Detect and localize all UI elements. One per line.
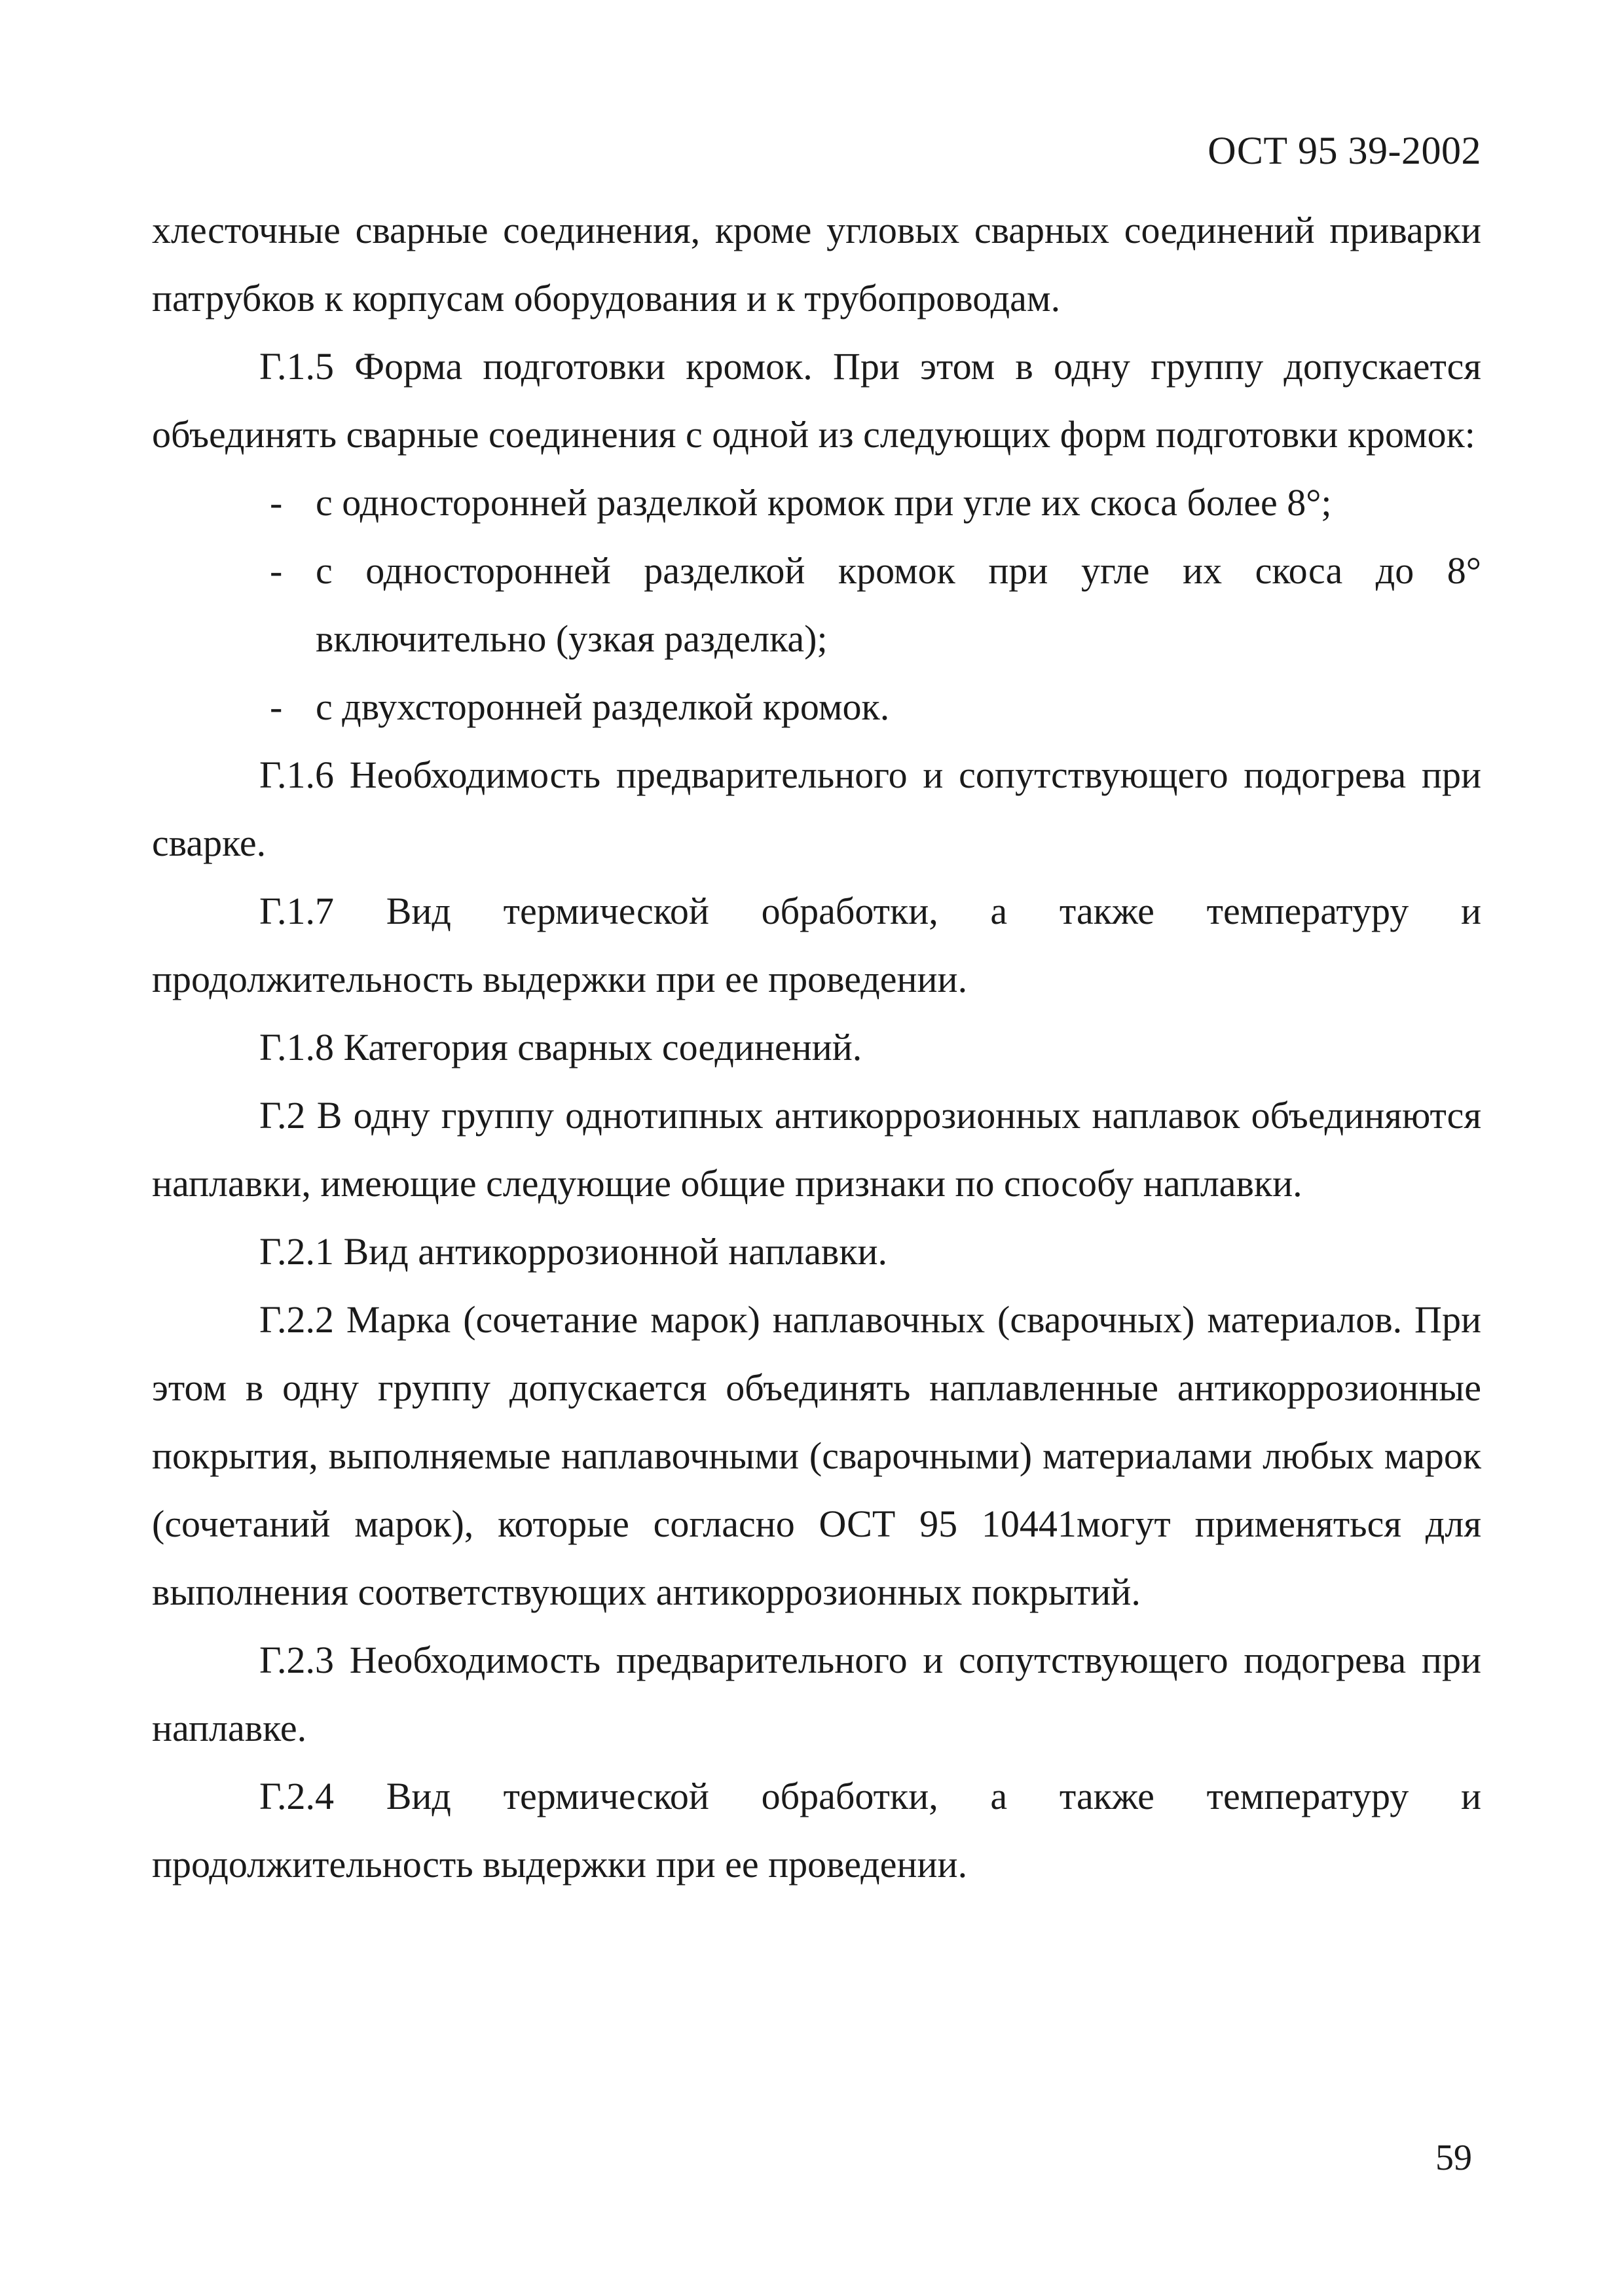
document-code: ОСТ 95 39-2002	[1208, 129, 1481, 172]
paragraph-g-2-3: Г.2.3 Необходимость предварительного и сопутствующего подогрева при наплавке.	[152, 1639, 1481, 1749]
list-dash: -	[270, 685, 283, 728]
list-item-text: с двухсторонней разделкой кромок.	[316, 685, 890, 728]
paragraph-g-1-8: Г.1.8 Категория сварных соединений.	[259, 1026, 862, 1068]
list-dash: -	[270, 481, 283, 524]
list-item-text: с односторонней разделкой кромок при угле их скоса более 8°;	[316, 481, 1332, 524]
list-item-one-sided-up-to-8	[152, 537, 1481, 673]
paragraph-continuation: хлесточные сварные соединения, кроме угловых сварных соединений приварки патрубков к корпусам оборудования и к трубопроводам.	[152, 209, 1481, 319]
paragraph-g-1-5: Г.1.5 Форма подготовки кромок. При этом в одну группу допускается объединять сварные соединения с одной из следующих форм подготовки кромок:	[152, 345, 1481, 456]
list-item-one-sided-over-8	[152, 469, 1481, 537]
paragraph-g-1-7: Г.1.7 Вид термической обработки, а также температуру и продолжительность выдержки при ее проведении.	[152, 890, 1481, 1000]
paragraph-g-1-6: Г.1.6 Необходимость предварительного и сопутствующего подогрева при сварке.	[152, 754, 1481, 864]
page-number: 59	[1435, 2138, 1472, 2178]
paragraph-g-2: Г.2 В одну группу однотипных антикоррозионных наплавок объединяются наплавки, имеющие следующие общие признаки по способу наплавки.	[152, 1094, 1481, 1205]
list-dash: -	[270, 549, 283, 592]
body-text	[152, 196, 1481, 1899]
paragraph-g-2-2: Г.2.2 Марка (сочетание марок) наплавочных (сварочных) материалов. При этом в одну группу допускается объединять наплавленные антикоррозионные покрытия, выполняемые наплавочными (сварочными) материалами любых марок (сочетаний марок), которые согласно ОСТ 95 10441могут применяться для выполнения соответствующих антикоррозионных покрытий.	[152, 1298, 1481, 1613]
list-item-two-sided	[152, 673, 1481, 741]
paragraph-g-2-1: Г.2.1 Вид антикоррозионной наплавки.	[259, 1230, 888, 1273]
list-item-text: с односторонней разделкой кромок при угле их скоса до 8° включительно (узкая разделка);	[316, 549, 1481, 660]
paragraph-g-2-4: Г.2.4 Вид термической обработки, а также температуру и продолжительность выдержки при ее проведении.	[152, 1775, 1481, 1886]
